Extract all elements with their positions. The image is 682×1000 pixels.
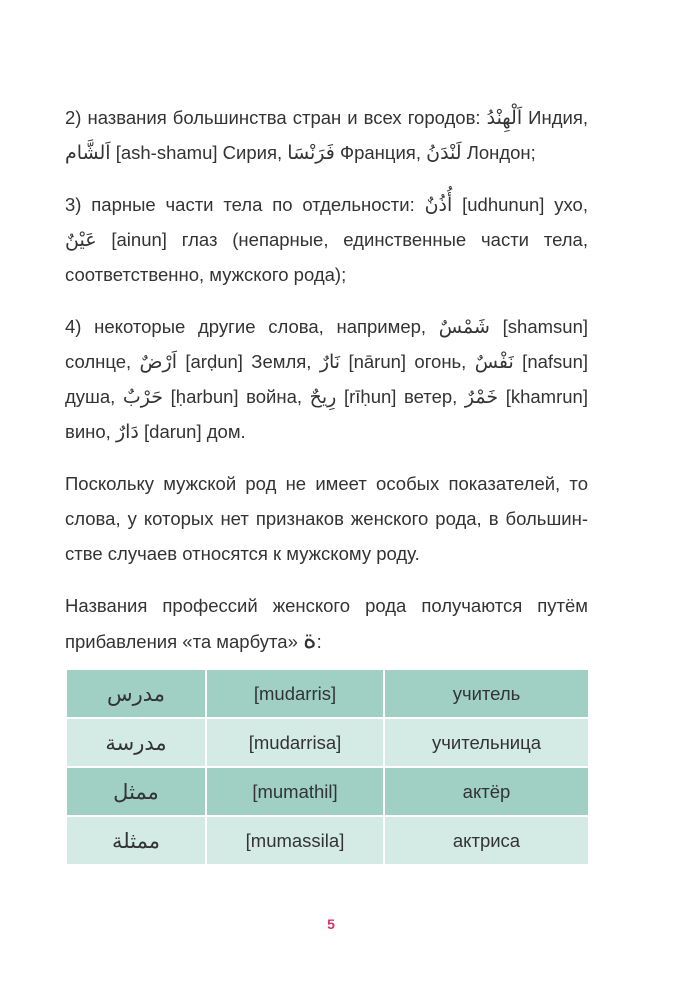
translation-cell: актёр: [384, 767, 589, 816]
transliteration-cell: [mudarris]: [206, 669, 384, 718]
arabic-word: حَرْبٌ: [122, 386, 164, 408]
table-row: [66, 816, 589, 865]
arabic-word: عَيْنٌ: [65, 229, 97, 251]
arabic-word: اَرْضٌ: [139, 351, 177, 373]
paragraph-line: [65, 187, 588, 222]
text-segment: [ainun] глаз (непарные, единственные части тела,: [96, 229, 588, 250]
text-segment: Поскольку мужской род не имеет особых показателей, то: [65, 473, 588, 494]
arabic-word: أُذُنٌ: [424, 194, 453, 216]
text-body: [65, 100, 588, 675]
translation-cell: учительница: [384, 718, 589, 767]
arabic-word: شَمْسٌ: [438, 316, 490, 338]
list-item-countries-cities: [65, 100, 588, 170]
text-segment: Названия профессий женского рода получаются путём: [65, 595, 588, 616]
text-segment: [nafsun]: [513, 351, 589, 372]
text-segment: [shamsun]: [489, 316, 588, 337]
arabic-word: اَلشَّام: [65, 142, 111, 164]
paragraph-line: [65, 135, 588, 170]
text-segment: Лондон;: [461, 142, 536, 163]
list-item-body-parts: [65, 187, 588, 292]
paragraph-line: [65, 379, 588, 414]
arabic-word: فَرَنْسَا: [287, 142, 335, 164]
arabic-cell: مدرس: [66, 669, 206, 718]
paragraph-line: [65, 309, 588, 344]
transliteration-cell: [mumassila]: [206, 816, 384, 865]
text-segment: 4) некоторые другие слова, например,: [65, 316, 439, 337]
text-segment: вино,: [65, 421, 116, 442]
paragraph-line: [65, 414, 588, 449]
text-segment: [nārun] огонь,: [340, 351, 475, 372]
text-segment: [khamrun]: [498, 386, 588, 407]
paragraph-line: [65, 100, 588, 135]
text-segment: [ḥarbun] война,: [163, 386, 310, 407]
text-segment: прибавления «та марбута»: [65, 631, 303, 652]
arabic-word: دَارٌ: [115, 421, 139, 443]
text-segment: [darun] дом.: [138, 421, 246, 442]
arabic-cell: ممثل: [66, 767, 206, 816]
arabic-word: اَلْهِنْدُ: [486, 107, 523, 129]
text-segment: 3) парные части тела по отдельности:: [65, 194, 425, 215]
paragraph-feminine-professions: [65, 588, 588, 658]
paragraph-line: [65, 588, 588, 623]
paragraph-line: [65, 344, 588, 379]
paragraph-line: [65, 501, 588, 536]
transliteration-cell: [mudarrisa]: [206, 718, 384, 767]
translation-cell: учитель: [384, 669, 589, 718]
professions-table: [65, 668, 590, 866]
arabic-word: لَنْدَنُ: [426, 142, 462, 164]
arabic-cell: ممثلة: [66, 816, 206, 865]
list-item-other-words: [65, 309, 588, 449]
text-segment: :: [316, 631, 322, 652]
text-segment: [rīḥun] ветер,: [336, 386, 465, 407]
transliteration-cell: [mumathil]: [206, 767, 384, 816]
text-segment: слова, у которых нет признаков женского рода, в большин-: [65, 508, 588, 529]
paragraph-line: [65, 466, 588, 501]
paragraph-line: [65, 536, 588, 571]
table-row: [66, 718, 589, 767]
text-segment: Франция,: [334, 142, 427, 163]
arabic-word: نَفْسٌ: [474, 351, 514, 373]
text-segment: [udhunun] ухо,: [452, 194, 588, 215]
paragraph-line: [65, 222, 588, 257]
text-segment: соответственно, мужского рода);: [65, 264, 347, 285]
table-row: [66, 767, 589, 816]
arabic-word: رِيحٌ: [309, 386, 337, 408]
text-segment: стве случаев относятся к мужскому роду.: [65, 543, 420, 564]
text-segment: 2) названия большинства стран и всех городов:: [65, 107, 487, 128]
paragraph-masculine-gender: [65, 466, 588, 571]
table-row: [66, 669, 589, 718]
text-segment: [arḍun] Земля,: [176, 351, 320, 372]
paragraph-line: [65, 257, 588, 292]
arabic-word: خَمْرٌ: [464, 386, 499, 408]
arabic-word: نَارٌ: [319, 351, 341, 373]
text-segment: [ash-shamu] Сирия,: [110, 142, 288, 163]
ta-marbuta-letter: ة: [303, 625, 317, 655]
page-number: 5: [327, 916, 335, 932]
translation-cell: актриса: [384, 816, 589, 865]
text-segment: Индия,: [522, 107, 588, 128]
arabic-cell: مدرسة: [66, 718, 206, 767]
text-segment: душа,: [65, 386, 123, 407]
paragraph-line: [65, 623, 588, 658]
text-segment: солнце,: [65, 351, 140, 372]
